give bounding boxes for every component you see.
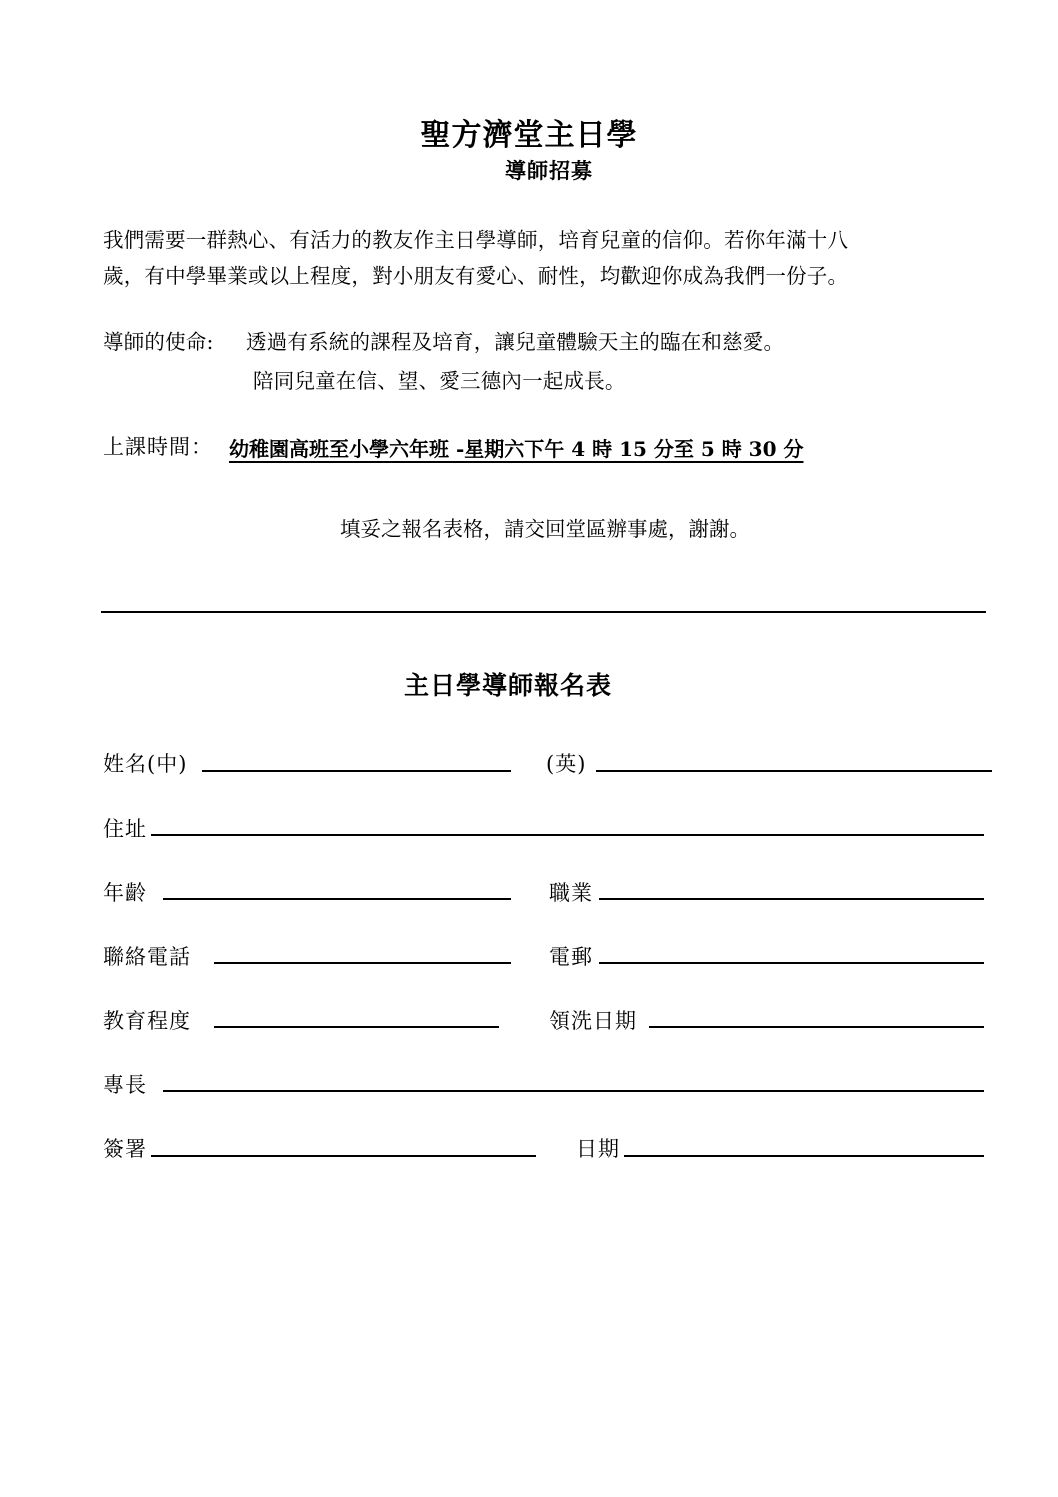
form-title: 主日學導師報名表 — [403, 671, 612, 700]
education-label: 教育程度 — [103, 1009, 191, 1033]
baptism-date-field[interactable] — [649, 1026, 984, 1028]
schedule-label: 上課時間： — [103, 435, 213, 459]
age-label: 年齡 — [103, 881, 147, 905]
education-field[interactable] — [214, 1026, 499, 1028]
name-en-label: (英) — [546, 752, 587, 776]
age-field[interactable] — [163, 898, 511, 900]
page-subtitle: 導師招募 — [505, 158, 593, 183]
phone-label: 聯絡電話 — [103, 945, 191, 969]
email-field[interactable] — [599, 962, 984, 964]
mission-line-1: 透過有系統的課程及培育，讓兒童體驗天主的臨在和慈愛。 — [246, 330, 785, 354]
intro-line-1: 我們需要一群熱心、有活力的教友作主日學導師，培育兒童的信仰。若你年滿十八 — [103, 228, 849, 252]
date-field[interactable] — [624, 1155, 984, 1157]
name-en-field[interactable] — [596, 770, 992, 772]
date-label: 日期 — [576, 1137, 620, 1161]
baptism-date-label: 領洗日期 — [549, 1009, 637, 1033]
skills-label: 專長 — [103, 1073, 147, 1097]
intro-line-2: 歲，有中學畢業或以上程度，對小朋友有愛心、耐性，均歡迎你成為我們一份子。 — [103, 264, 849, 288]
name-zh-label: 姓名(中) — [103, 752, 188, 776]
mission-label: 導師的使命: — [103, 330, 214, 354]
submission-note: 填妥之報名表格，請交回堂區辦事處，謝謝。 — [340, 517, 750, 541]
name-zh-field[interactable] — [202, 770, 511, 772]
address-field[interactable] — [151, 834, 984, 836]
signature-label: 簽署 — [103, 1137, 147, 1161]
occupation-label: 職業 — [549, 881, 593, 905]
address-label: 住址 — [103, 817, 147, 841]
phone-field[interactable] — [214, 962, 511, 964]
skills-field[interactable] — [163, 1090, 984, 1092]
page-title: 聖方濟堂主日學 — [420, 118, 638, 153]
email-label: 電郵 — [549, 945, 593, 969]
signature-field[interactable] — [151, 1155, 536, 1157]
occupation-field[interactable] — [599, 898, 984, 900]
section-divider — [101, 611, 986, 613]
schedule-value: 幼稚園高班至小學六年班 -星期六下午 4 時 15 分至 5 時 30 分 — [229, 437, 804, 461]
mission-line-2: 陪同兒童在信、望、愛三德內一起成長。 — [253, 369, 626, 393]
